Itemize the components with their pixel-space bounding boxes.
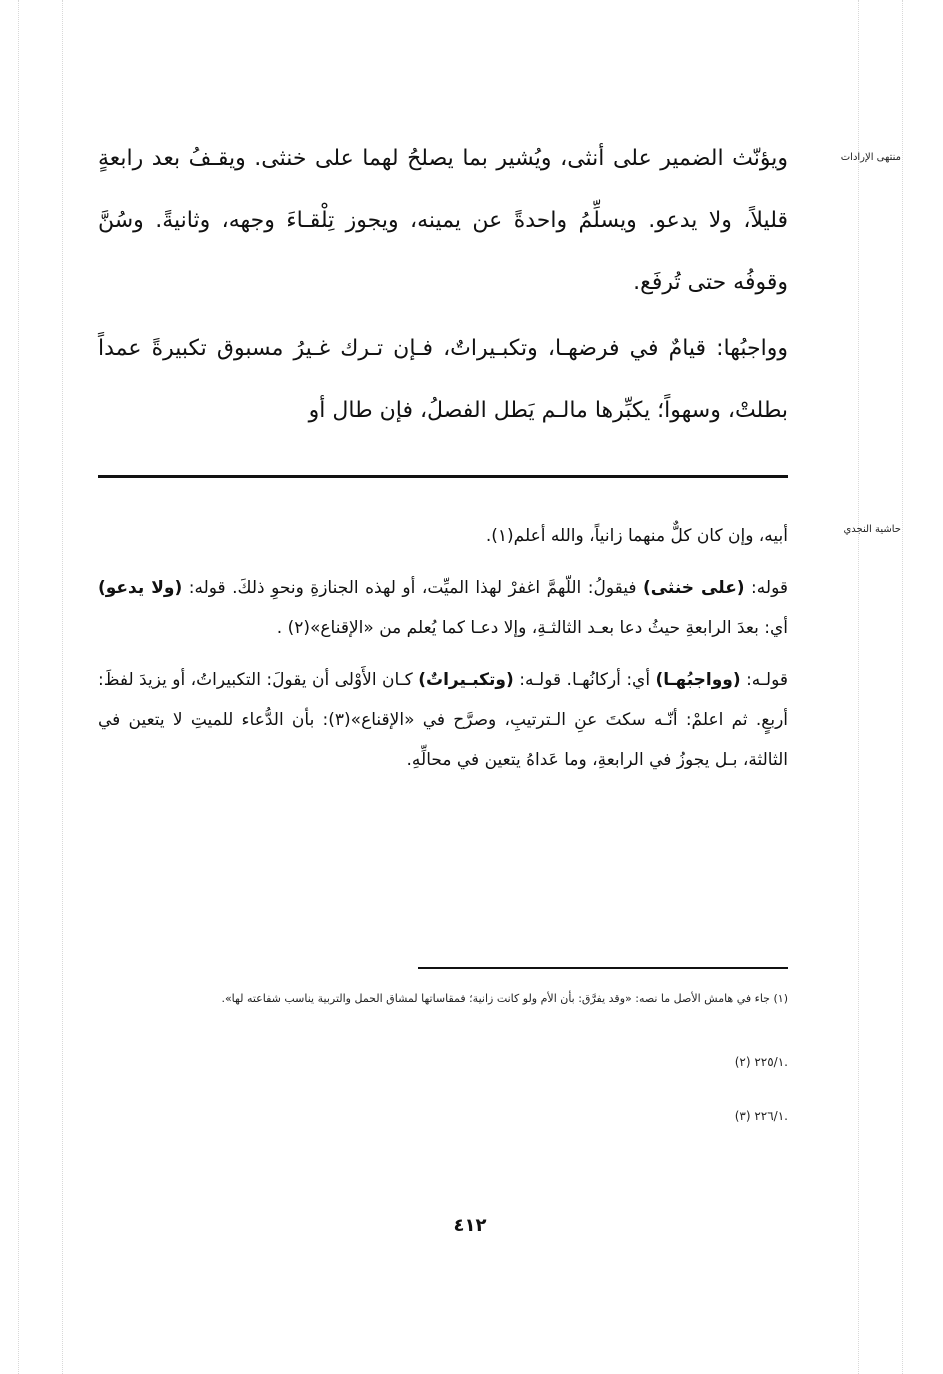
section-divider bbox=[98, 475, 788, 478]
commentary-segment: فيقولُ: اللّهمَّ اغفرْ لهذا الميِّت، أو لهذه الجنازةِ ونحوِ ذلكَ. قوله: bbox=[182, 578, 643, 598]
scan-guide-line bbox=[902, 0, 903, 1374]
main-text-side-label: منتهى الإرادات bbox=[840, 152, 901, 163]
commentary-quoted-phrase: (وتكبـيراتٌ) bbox=[418, 670, 514, 690]
footnote-3: .٢٢٦/١ (٣) bbox=[734, 1109, 788, 1123]
commentary-quoted-phrase: (وواجبُهـا) bbox=[655, 670, 741, 690]
commentary-segment: قوله: bbox=[744, 578, 788, 598]
scan-guide-line bbox=[858, 0, 859, 1374]
commentary-paragraph-1: أبيه، وإن كان كلٌّ منهما زانياً، والله أعلم(١). bbox=[485, 526, 788, 546]
main-paragraph-1: ويؤنّث الضمير على أنثى، ويُشير بما يصلحُ لهما على خنثى. ويقـفُ بعد رابعةٍ قليلاً، ولا يدعو. ويسلِّمُ واحدةً عن يمينه، ويجوز تِلْقـاءَ وجهه، وثانيةً. وسُنَّ وقوفُه حتى تُرفَع. bbox=[98, 146, 788, 295]
main-paragraph-2: وواجبُها: قيامٌ في فرضهـا، وتكبـيراتٌ، فـإن تـرك غـيرُ مسبوق تكبيرةً عمداً بطلتْ، وسهواً؛ يكبِّرها مالـم يَطل الفصلُ، فإن طال أو bbox=[98, 336, 788, 423]
commentary-paragraph-2 bbox=[98, 568, 788, 648]
commentary-paragraph-3 bbox=[98, 660, 788, 780]
scan-guide-line bbox=[62, 0, 63, 1374]
commentary-segment: قولـه: bbox=[740, 670, 788, 690]
commentary-segment: أي: بعدَ الرابعةِ حيثُ دعا بعـد الثالثـةِ، وإلا دعـا كما يُعلم من «الإقناع»(٢) . bbox=[276, 618, 788, 638]
commentary-side-label: حاشية النجدي bbox=[843, 524, 901, 535]
page-number: ٤١٢ bbox=[453, 1215, 487, 1236]
main-text bbox=[98, 128, 788, 442]
commentary-text bbox=[98, 516, 788, 780]
commentary-segment: أي: أركانُهـا. قولـه: bbox=[513, 670, 656, 690]
commentary-segment: كـان الأَوْلى أن يقولَ: التكبيراتُ، أو يزيدَ لفظَ: أربعٍ. ثم اعلمْ: أنّـه سكتَ عنِ الـترتيبِ، وصرَّح في «الإقناع»(٣): بأن الدُّعاء للميتِ لا يتعين في الثالثة، بـل يجوزُ في الرابعةِ، وما عَداهُ يتعين في محالِّهِ. bbox=[98, 670, 788, 770]
scan-guide-line bbox=[18, 0, 19, 1374]
footnote-1: (١) جاء في هامش الأصل ما نصه: «وقد يفرَّق: بأن الأم ولو كانت زانية؛ فمقاساتها لمشاق الحمل والتربية يناسب شفاعته لها». bbox=[221, 992, 788, 1005]
footnote-2: .٢٢٥/١ (٢) bbox=[734, 1055, 788, 1069]
footnote-divider bbox=[418, 967, 788, 969]
commentary-quoted-phrase: (ولا يدعو) bbox=[98, 578, 183, 598]
commentary-quoted-phrase: (على خنثى) bbox=[642, 578, 745, 598]
footnotes bbox=[98, 980, 788, 1130]
